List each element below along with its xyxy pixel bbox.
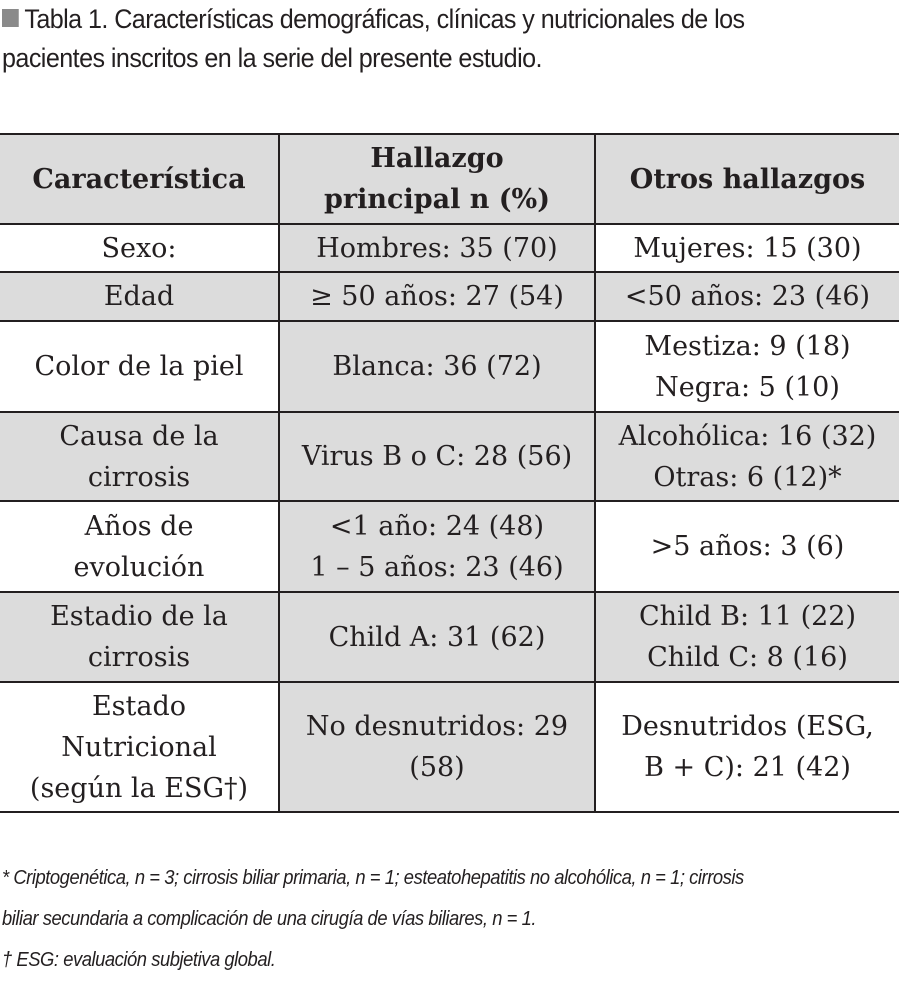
cell-line: Sexo: bbox=[101, 232, 177, 264]
caption-label: Tabla 1. bbox=[24, 4, 108, 34]
table-row bbox=[0, 272, 899, 321]
cell-caracteristica bbox=[0, 272, 279, 321]
cell-otros bbox=[595, 272, 899, 321]
cell-otros bbox=[595, 501, 899, 592]
cell-principal bbox=[279, 321, 595, 412]
cell-principal bbox=[279, 682, 595, 812]
cell-line: Causa de la bbox=[59, 420, 219, 452]
cell-otros bbox=[595, 224, 899, 272]
cell-line: Nutricional bbox=[61, 731, 217, 763]
header-hallazgo-principal bbox=[279, 134, 595, 224]
cell-line: Blanca: 36 (72) bbox=[332, 351, 542, 382]
cell-line: Años de bbox=[84, 510, 194, 542]
cell-principal bbox=[279, 412, 595, 501]
demographics-table bbox=[0, 133, 899, 813]
cell-caracteristica bbox=[0, 682, 279, 812]
cell-line: Edad bbox=[103, 281, 175, 312]
cell-line: Child C: 8 (16) bbox=[647, 642, 848, 673]
cell-line: (58) bbox=[409, 752, 465, 783]
cell-otros bbox=[595, 682, 899, 812]
footnote-2: biliar secundaria a complicación de una cirugía de vías biliares, n = 1. bbox=[2, 908, 537, 930]
cell-line: >5 años: 3 (6) bbox=[650, 531, 845, 562]
cell-line: Hombres: 35 (70) bbox=[316, 232, 558, 264]
cell-line: <1 año: 24 (48) bbox=[329, 510, 545, 542]
cell-line: Color de la piel bbox=[34, 351, 244, 382]
cell-principal bbox=[279, 272, 595, 321]
header-hallazgo-principal-text: Hallazgo principal n (%) bbox=[324, 143, 550, 215]
table-row bbox=[0, 501, 899, 592]
cell-line: Negra: 5 (10) bbox=[655, 371, 840, 403]
cell-line: ≥ 50 años: 27 (54) bbox=[310, 281, 564, 312]
cell-caracteristica bbox=[0, 412, 279, 501]
footnote-1: * Criptogenética, n = 3; cirrosis biliar primaria, n = 1; esteatohepatitis no alcohólica, n = 1; cirrosis bbox=[2, 867, 744, 889]
caption-title: Características demográficas, clínicas y nutricionales de los bbox=[107, 4, 745, 34]
cell-line: 1 – 5 años: 23 (46) bbox=[310, 551, 564, 583]
cell-line: Child A: 31 (62) bbox=[328, 621, 546, 653]
table-row bbox=[0, 412, 899, 501]
cell-otros bbox=[595, 321, 899, 412]
table-caption bbox=[2, 0, 895, 78]
cell-line: Estado bbox=[91, 690, 187, 722]
cell-otros bbox=[595, 592, 899, 682]
cell-caracteristica bbox=[0, 592, 279, 682]
cell-line: Mujeres: 15 (30) bbox=[633, 232, 862, 264]
cell-line: evolución bbox=[73, 551, 205, 583]
cell-line: cirrosis bbox=[87, 461, 191, 493]
cell-line: Estadio de la bbox=[50, 601, 228, 632]
cell-caracteristica bbox=[0, 501, 279, 592]
header-otros-hallazgos: Otros hallazgos bbox=[595, 134, 899, 224]
table-row bbox=[0, 321, 899, 412]
caption-line-2: pacientes inscritos en la serie del presente estudio. bbox=[2, 43, 542, 73]
table-footnotes bbox=[2, 858, 885, 981]
cell-line: <50 años: 23 (46) bbox=[624, 281, 871, 312]
cell-line: Desnutridos (ESG, bbox=[621, 711, 874, 742]
table-row bbox=[0, 682, 899, 812]
cell-line: B + C): 21 (42) bbox=[644, 752, 851, 783]
cell-line: (según la ESG†) bbox=[29, 772, 249, 804]
footnote-3: † ESG: evaluación subjetiva global. bbox=[2, 949, 276, 971]
cell-principal bbox=[279, 592, 595, 682]
cell-line: Otras: 6 (12)* bbox=[653, 461, 842, 493]
table-body bbox=[0, 224, 899, 812]
cell-principal bbox=[279, 501, 595, 592]
cell-caracteristica bbox=[0, 321, 279, 412]
cell-principal bbox=[279, 224, 595, 272]
table-row bbox=[0, 592, 899, 682]
cell-otros bbox=[595, 412, 899, 501]
cell-line: Alcohólica: 16 (32) bbox=[618, 420, 877, 452]
cell-line: cirrosis bbox=[87, 642, 191, 673]
table-row bbox=[0, 224, 899, 272]
table-header-row bbox=[0, 134, 899, 224]
cell-line: Child B: 11 (22) bbox=[638, 601, 857, 632]
cell-line: Mestiza: 9 (18) bbox=[644, 330, 851, 362]
cell-caracteristica bbox=[0, 224, 279, 272]
header-caracteristica: Característica bbox=[0, 134, 279, 224]
cell-line: No desnutridos: 29 bbox=[305, 711, 569, 742]
square-bullet-icon bbox=[2, 9, 19, 27]
caption-line-1 bbox=[2, 0, 895, 39]
cell-line: Virus B o C: 28 (56) bbox=[301, 441, 573, 472]
